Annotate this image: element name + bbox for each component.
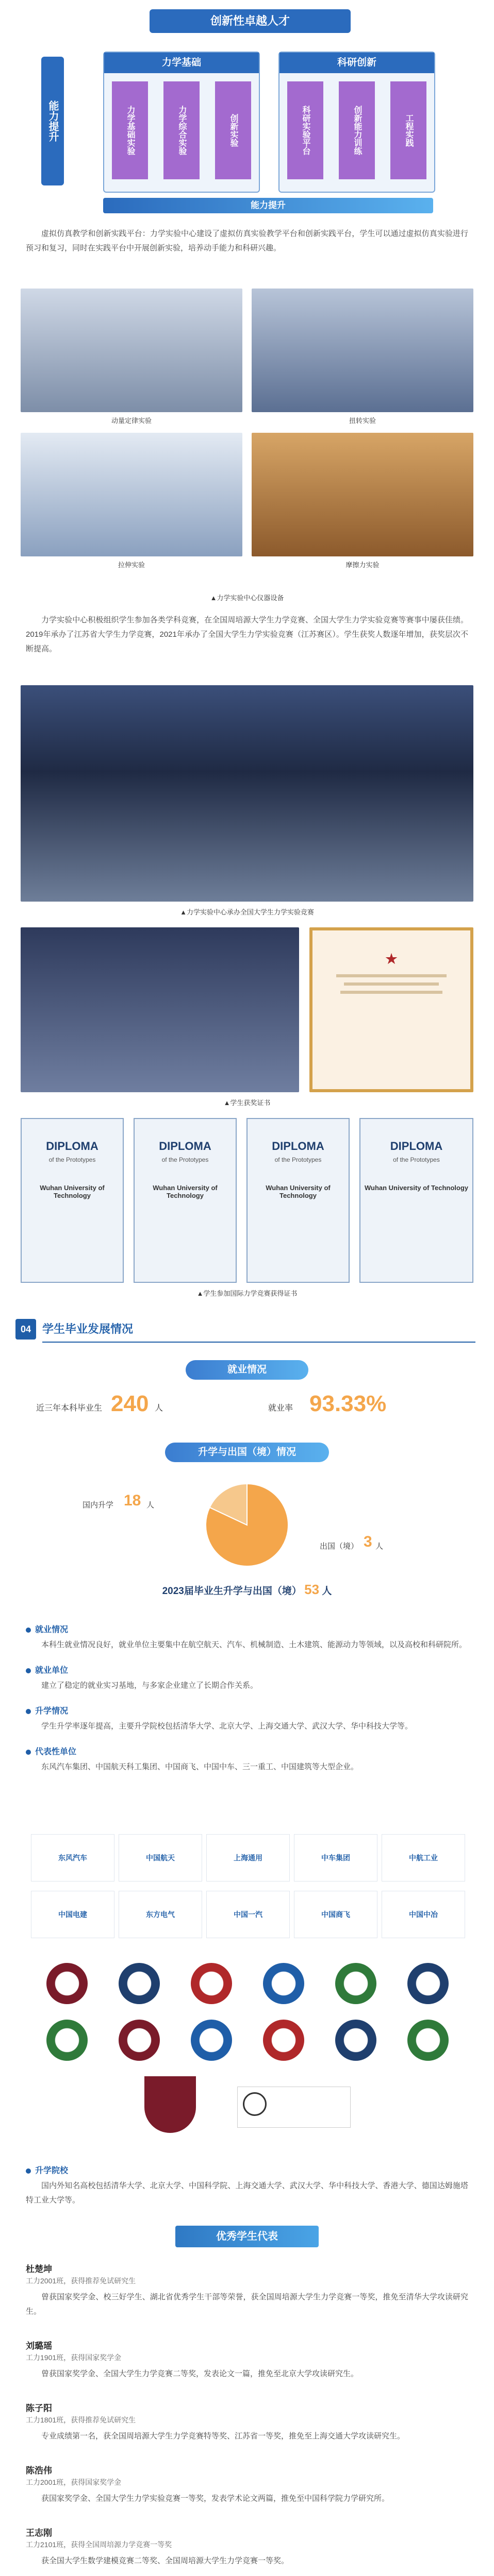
diploma-school: Wuhan University of Technology xyxy=(153,1184,218,1199)
abroad-pie xyxy=(0,1473,494,1577)
company-logo: 中国电建 xyxy=(31,1891,114,1938)
detail-paragraph: 建立了稳定的就业实习基地，与多家企业建立了长期合作关系。 xyxy=(41,1681,258,1690)
competition-paragraph: 力学实验中心积极组织学生参加各类学科竞赛，在全国周培源大学生力学竞赛、全国大学生力学实验竞赛等赛事中屡获佳绩。2019年承办了江苏省大学生力学竞赛，2021年承办了全国大学生力学实验竞赛（江苏赛区）。学生获奖人数逐年增加，获奖层次不断提高。 xyxy=(26,616,468,653)
diagram-col-1 xyxy=(103,52,260,193)
diploma-caption: ▲学生参加国际力学竞赛获得证书 xyxy=(196,1290,298,1297)
university-logo xyxy=(263,2020,304,2061)
diagram-item: 创新能力训练 xyxy=(339,81,375,179)
diploma-title: DIPLOMA xyxy=(159,1140,211,1153)
diploma-card xyxy=(134,1118,237,1283)
student-text: 获全国大学生数学建模竞赛二等奖、全国周培源大学生力学竞赛一等奖。 xyxy=(41,2556,289,2565)
abroad-value-b: 3 xyxy=(364,1533,372,1550)
university-logo xyxy=(335,1963,376,2004)
section-underline xyxy=(42,1342,475,1343)
university-logo xyxy=(335,2020,376,2061)
student-sub: 工力1801班，获得推荐免试研究生 xyxy=(26,2416,136,2424)
abroad-pill: 升学与出国（境）情况 xyxy=(165,1443,329,1462)
student-sub: 工力1901班，获得国家奖学金 xyxy=(26,2353,122,2362)
diagram-side-label: 能力提升 xyxy=(41,57,64,185)
university-logo xyxy=(407,1963,449,2004)
company-logo: 中航工业 xyxy=(382,1834,465,1882)
lab-photo xyxy=(21,433,242,556)
diploma-title: DIPLOMA xyxy=(272,1140,324,1153)
school-heading: 升学院校 xyxy=(26,2164,468,2176)
student-card xyxy=(26,2338,468,2381)
employment-pill: 就业情况 xyxy=(186,1360,308,1380)
diagram-item: 创新实验 xyxy=(215,81,251,179)
diagram-item: 工程实践 xyxy=(390,81,426,179)
university-logo xyxy=(46,2020,88,2061)
section-number: 04 xyxy=(15,1319,36,1340)
diagram-bottom-arrow: 能力提升 xyxy=(103,198,433,213)
company-logo: 中国航天 xyxy=(119,1834,202,1882)
student-card xyxy=(26,2463,468,2506)
award-caption: ▲学生获奖证书 xyxy=(223,1099,271,1107)
detail-heading: 就业单位 xyxy=(26,1664,468,1675)
diagram-col-2 xyxy=(278,52,435,193)
diagram-col-2-title: 科研创新 xyxy=(279,53,434,73)
stat-unit: 人 xyxy=(155,1404,163,1413)
stat-value: 240 xyxy=(111,1391,149,1416)
student-sub: 工力2101班，获得全国周培源力学竞赛一等奖 xyxy=(26,2540,172,2549)
student-text: 曾获国家奖学金、全国大学生力学竞赛二等奖，发表论文一篇，推免至北京大学攻读研究生。 xyxy=(41,2369,359,2378)
diploma-school: Wuhan University of Technology xyxy=(364,1184,469,1192)
lab-photo-grid xyxy=(0,289,494,582)
award-ceremony-photo xyxy=(21,927,299,1092)
student-text: 专业成绩第一名，获全国周培源大学生力学竞赛特等奖、江苏省一等奖，推免至上海交通大学攻读研究生。 xyxy=(41,2432,405,2441)
student-text: 曾获国家奖学金、校三好学生、湖北省优秀学生干部等荣誉，获全国周培源大学生力学竞赛一等奖，推免至清华大学攻读研究生。 xyxy=(26,2293,468,2316)
diploma-school: Wuhan University of Technology xyxy=(266,1184,331,1199)
abroad-label-b: 出国（境） xyxy=(320,1542,359,1551)
student-text: 获国家奖学金、全国大学生力学实验竞赛一等奖，发表学术论文两篇，推免至中国科学院力学研究所。 xyxy=(41,2494,390,2503)
school-block xyxy=(0,2164,494,2208)
diploma-card xyxy=(246,1118,350,1283)
competition-photo xyxy=(21,685,473,902)
diploma-sub: of the Prototypes xyxy=(161,1156,209,1163)
intro-block xyxy=(0,227,494,256)
stat-label: 就业率 xyxy=(268,1404,293,1413)
lab-photo xyxy=(252,289,473,412)
photo-caption: 动量定律实验 xyxy=(111,417,152,425)
university-logo xyxy=(263,1963,304,2004)
abroad-footer-value: 53 xyxy=(304,1582,320,1597)
diploma-title: DIPLOMA xyxy=(390,1140,443,1153)
stat-value: 93.33% xyxy=(309,1391,387,1416)
ability-diagram xyxy=(0,0,494,216)
abroad-footer-unit: 人 xyxy=(322,1586,332,1597)
abroad-chart xyxy=(0,1473,494,1602)
diagram-item: 科研实验平台 xyxy=(287,81,323,179)
detail-heading: 代表性单位 xyxy=(26,1745,468,1757)
university-logo xyxy=(119,1963,160,2004)
diploma-title: DIPLOMA xyxy=(46,1140,98,1153)
lab-caption: ▲力学实验中心仪器设备 xyxy=(210,594,284,602)
competition-caption: ▲力学实验中心承办全国大学生力学实验竞赛 xyxy=(180,908,314,916)
diagram-top-banner: 创新性卓越人才 xyxy=(150,9,351,33)
company-logo: 中国一汽 xyxy=(206,1891,290,1938)
diploma-sub: of the Prototypes xyxy=(48,1156,96,1163)
student-name: 陈子阳 xyxy=(26,2403,52,2413)
student-sub: 工力2001班，获得国家奖学金 xyxy=(26,2478,122,2486)
student-card xyxy=(26,2401,468,2444)
diploma-card xyxy=(359,1118,473,1283)
company-logo: 东方电气 xyxy=(119,1891,202,1938)
lab-photo xyxy=(21,289,242,412)
diploma-school: Wuhan University of Technology xyxy=(40,1184,105,1199)
company-logo: 中车集团 xyxy=(294,1834,377,1882)
competition-block xyxy=(0,613,494,656)
outstanding-title: 优秀学生代表 xyxy=(175,2226,319,2247)
section-04-header xyxy=(0,1319,494,1340)
diagram-item: 力学基础实验 xyxy=(112,81,148,179)
student-name: 陈浩伟 xyxy=(26,2466,52,2476)
company-logo: 上海通用 xyxy=(206,1834,290,1882)
university-logo-grid xyxy=(0,1963,494,2159)
diploma-card xyxy=(21,1118,124,1283)
detail-paragraph: 本科生就业情况良好，就业单位主要集中在航空航天、汽车、机械制造、土木建筑、能源动力等领域，以及高校和科研院所。 xyxy=(41,1640,467,1649)
section-title: 学生毕业发展情况 xyxy=(42,1323,134,1335)
detail-heading: 就业情况 xyxy=(26,1623,468,1635)
abroad-value-a: 18 xyxy=(124,1492,141,1509)
abroad-unit-a: 人 xyxy=(146,1501,155,1510)
student-sub: 工力2001班，获得推荐免试研究生 xyxy=(26,2277,136,2285)
student-card xyxy=(26,2262,468,2319)
university-logo xyxy=(46,1963,88,2004)
award-certificate: ★ xyxy=(309,927,473,1092)
student-name: 杜楚坤 xyxy=(26,2264,52,2274)
abroad-footer xyxy=(0,1582,494,1598)
employment-details xyxy=(0,1623,494,1774)
school-paragraph: 国内外知名高校包括清华大学、北京大学、中国科学院、上海交通大学、武汉大学、华中科技大学、香港大学、德国达姆施塔特工业大学等。 xyxy=(26,2181,468,2205)
diploma-sub: of the Prototypes xyxy=(393,1156,440,1163)
company-logo: 东风汽车 xyxy=(31,1834,114,1882)
photo-caption: 扭转实验 xyxy=(349,417,376,425)
lab-photo xyxy=(252,433,473,556)
university-logo xyxy=(191,1963,232,2004)
stat-label: 近三年本科毕业生 xyxy=(36,1404,103,1413)
outstanding-list xyxy=(0,2262,494,2576)
photo-caption: 拉伸实验 xyxy=(118,561,145,569)
abroad-label-a: 国内升学 xyxy=(83,1501,114,1510)
university-logo xyxy=(119,2020,160,2061)
company-logo-grid xyxy=(0,1834,494,1947)
diploma-row xyxy=(0,1118,494,1293)
university-logo xyxy=(191,2020,232,2061)
employment-stats xyxy=(0,1391,494,1432)
detail-paragraph: 学生升学率逐年提高，主要升学院校包括清华大学、北京大学、上海交通大学、武汉大学、华中科技大学等。 xyxy=(41,1722,413,1731)
photo-caption: 摩擦力实验 xyxy=(345,561,380,569)
tu-darmstadt-logo xyxy=(237,2087,351,2128)
diagram-item: 力学综合实验 xyxy=(163,81,200,179)
intro-paragraph: 虚拟仿真教学和创新实践平台：力学实验中心建设了虚拟仿真实验教学平台和创新实践平台，学生可以通过虚拟仿真实验进行预习和复习，同时在实践平台中开展创新实验，培养动手能力和科研兴趣。 xyxy=(26,229,468,252)
student-card xyxy=(26,2526,468,2568)
detail-paragraph: 东风汽车集团、中国航天科工集团、中国商飞、中国中车、三一重工、中国建筑等大型企业。 xyxy=(41,1762,359,1771)
detail-heading: 升学情况 xyxy=(26,1704,468,1716)
company-logo: 中国商飞 xyxy=(294,1891,377,1938)
company-logo: 中国中冶 xyxy=(382,1891,465,1938)
abroad-footer-label: 2023届毕业生升学与出国（境） xyxy=(162,1586,302,1597)
student-name: 刘璐瑶 xyxy=(26,2341,52,2351)
diploma-sub: of the Prototypes xyxy=(274,1156,322,1163)
university-logo xyxy=(407,2020,449,2061)
abroad-unit-b: 人 xyxy=(375,1542,384,1551)
diagram-col-1-title: 力学基础 xyxy=(104,53,259,73)
student-name: 王志刚 xyxy=(26,2528,52,2538)
university-shield-logo xyxy=(144,2076,196,2133)
